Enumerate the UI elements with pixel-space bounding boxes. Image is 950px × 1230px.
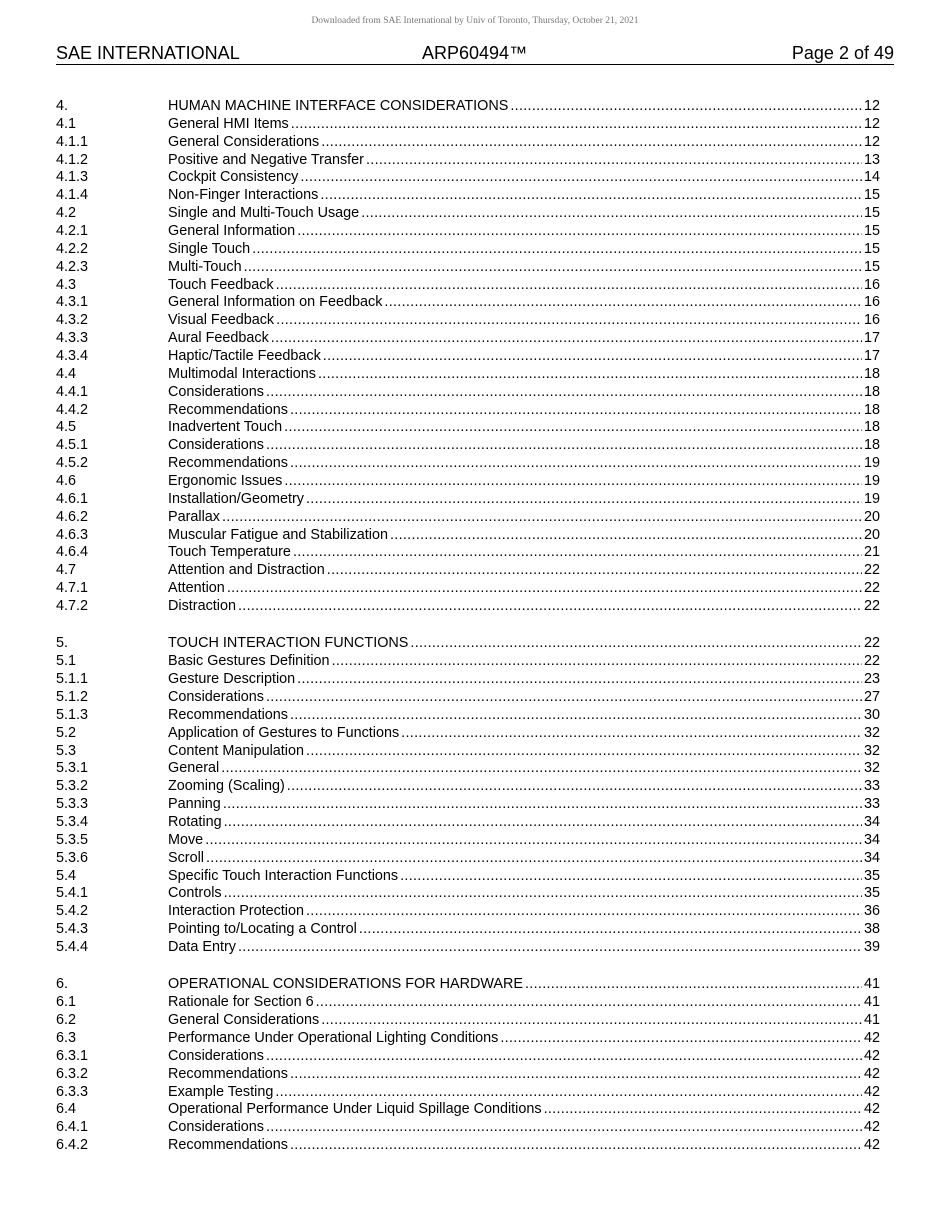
toc-entry-title: Pointing to/Locating a Control [168, 921, 357, 938]
toc-entry-number: 4.1.3 [56, 169, 89, 186]
toc-entry-page: 15 [863, 240, 880, 257]
dot-leader [525, 976, 862, 994]
toc-entry-title: Gesture Description [168, 671, 296, 688]
dot-leader [361, 205, 862, 223]
toc-entry-title: Content Manipulation [168, 742, 305, 759]
toc-entry[interactable] [56, 976, 880, 994]
dot-leader [224, 814, 862, 832]
dot-leader [223, 796, 862, 814]
toc-entry-number: 4.6.1 [56, 490, 89, 507]
toc-section [56, 98, 880, 616]
toc-entry-number: 4.2.2 [56, 240, 89, 257]
toc-entry-number: 6.3.1 [56, 1047, 89, 1064]
toc-entry[interactable] [56, 1101, 880, 1119]
toc-entry-title: Cockpit Consistency [168, 169, 299, 186]
toc-entry-title: Inadvertent Touch [168, 419, 283, 436]
toc-entry-title: Touch Feedback [168, 276, 274, 293]
toc-entry-page: 17 [863, 330, 880, 347]
toc-entry-page: 19 [863, 455, 880, 472]
dot-leader [205, 832, 862, 850]
toc-entry-number: 5.4.1 [56, 885, 89, 902]
toc-entry-page: 23 [863, 671, 880, 688]
toc-entry-number: 4.1.1 [56, 133, 89, 150]
toc-entry-number: 6.2 [56, 1012, 77, 1029]
toc-entry[interactable] [56, 312, 880, 330]
toc-entry-title: Visual Feedback [168, 312, 275, 329]
dot-leader [266, 1048, 862, 1066]
dot-leader [510, 98, 862, 116]
toc-entry[interactable] [56, 653, 880, 671]
toc-entry-title: Rationale for Section 6 [168, 994, 314, 1011]
toc-entry-page: 12 [863, 98, 880, 114]
toc-entry-number: 5.3.6 [56, 849, 89, 866]
dot-leader [266, 689, 862, 707]
toc-entry-page: 42 [863, 1047, 880, 1064]
header-org: SAE INTERNATIONAL [56, 43, 240, 63]
toc-entry-page: 42 [863, 1137, 880, 1154]
dot-leader [321, 1012, 862, 1030]
toc-entry[interactable] [56, 134, 880, 152]
toc-entry-title: Multimodal Interactions [168, 365, 316, 382]
toc-entry[interactable] [56, 402, 880, 420]
toc-entry-page: 36 [863, 903, 880, 920]
toc-entry-number: 6. [56, 976, 69, 993]
dot-leader [410, 635, 862, 653]
toc-entry[interactable] [56, 671, 880, 689]
toc-entry-title: HUMAN MACHINE INTERFACE CONSIDERATIONS [168, 98, 509, 114]
toc-entry[interactable] [56, 491, 880, 509]
toc-entry-title: Controls [168, 885, 222, 902]
toc-entry[interactable] [56, 1012, 880, 1030]
dot-leader [276, 277, 862, 295]
toc-entry-page: 15 [863, 258, 880, 275]
toc-entry-number: 5.2 [56, 724, 77, 741]
dot-leader [221, 760, 862, 778]
toc-entry[interactable] [56, 473, 880, 491]
toc-entry-page: 34 [863, 849, 880, 866]
toc-entry-number: 4.7 [56, 562, 77, 579]
dot-leader [291, 116, 862, 134]
toc-entry[interactable] [56, 169, 880, 187]
toc-entry-number: 4.1.4 [56, 187, 89, 204]
toc-entry-page: 27 [863, 689, 880, 705]
toc-entry-page: 15 [863, 187, 880, 204]
toc-entry-page: 32 [863, 724, 880, 741]
toc-entry-page: 42 [863, 1029, 880, 1046]
toc-entry[interactable] [56, 1119, 880, 1137]
toc-entry-page: 18 [863, 383, 880, 400]
dot-leader [290, 1137, 862, 1155]
toc-entry-title: Considerations [168, 1047, 264, 1064]
toc-entry-page: 22 [863, 598, 880, 615]
dot-leader [290, 707, 862, 725]
toc-entry-page: 18 [863, 401, 880, 418]
dot-leader [271, 330, 862, 348]
dot-leader [300, 169, 862, 187]
dot-leader [401, 725, 862, 743]
toc-entry-number: 5.4.3 [56, 921, 89, 938]
dot-leader [276, 312, 862, 330]
toc-entry-title: General Considerations [168, 1012, 320, 1029]
dot-leader [316, 994, 862, 1012]
toc-entry-title: General HMI Items [168, 115, 289, 132]
toc-entry[interactable] [56, 903, 880, 921]
dot-leader [400, 868, 862, 886]
toc-entry-title: Distraction [168, 598, 236, 615]
toc-entry-page: 41 [863, 1012, 880, 1029]
toc-entry-number: 4.4 [56, 365, 77, 382]
toc-entry[interactable] [56, 294, 880, 312]
toc-entry-number: 6.4 [56, 1101, 77, 1118]
toc-entry-page: 13 [863, 151, 880, 168]
toc-entry[interactable] [56, 509, 880, 527]
dot-leader [390, 527, 862, 545]
toc-entry-number: 5.3.4 [56, 814, 89, 831]
toc-entry-number: 4.2 [56, 205, 77, 222]
toc-entry-title: Operational Performance Under Liquid Spillage Conditions [168, 1101, 542, 1118]
toc-entry[interactable] [56, 384, 880, 402]
toc-entry[interactable] [56, 205, 880, 223]
toc-entry-page: 22 [863, 635, 880, 652]
toc-entry-title: Muscular Fatigue and Stabilization [168, 526, 388, 543]
toc-entry[interactable] [56, 152, 880, 170]
toc-entry-page: 22 [863, 653, 880, 670]
toc-entry-title: Aural Feedback [168, 330, 269, 347]
toc-entry-page: 15 [863, 205, 880, 222]
toc-entry[interactable] [56, 725, 880, 743]
toc-entry[interactable] [56, 850, 880, 868]
dot-leader [320, 187, 862, 205]
toc-entry-number: 6.4.2 [56, 1137, 89, 1154]
page-header [56, 43, 894, 65]
toc-entry-page: 21 [863, 544, 880, 561]
toc-entry-page: 33 [863, 796, 880, 813]
toc-entry-title: Parallax [168, 508, 220, 525]
toc-entry-title: Considerations [168, 689, 264, 705]
toc-entry[interactable] [56, 187, 880, 205]
toc-entry[interactable] [56, 527, 880, 545]
toc-entry-page: 42 [863, 1101, 880, 1118]
toc-entry[interactable] [56, 743, 880, 761]
toc-entry-number: 4.7.1 [56, 580, 89, 597]
toc-entry-number: 5.3.1 [56, 760, 89, 777]
toc-entry[interactable] [56, 868, 880, 886]
toc-entry-title: Considerations [168, 1119, 264, 1136]
toc-entry-title: Example Testing [168, 1083, 274, 1100]
toc-entry-title: Installation/Geometry [168, 490, 304, 507]
toc-entry-title: Single and Multi-Touch Usage [168, 205, 360, 222]
toc-entry-title: Single Touch [168, 240, 251, 257]
toc-entry-number: 6.4.1 [56, 1119, 89, 1136]
toc-entry[interactable] [56, 455, 880, 473]
toc-entry-page: 16 [863, 294, 880, 311]
dot-leader [284, 473, 862, 491]
toc-entry-page: 41 [863, 976, 880, 993]
dot-leader [266, 1119, 862, 1137]
dot-leader [227, 580, 862, 598]
toc-entry-page: 18 [863, 419, 880, 436]
toc-entry-number: 4.5.1 [56, 437, 89, 454]
toc-entry-number: 4.2.1 [56, 223, 89, 240]
toc-entry-number: 4.3.4 [56, 348, 89, 365]
toc-entry-page: 32 [863, 742, 880, 759]
dot-leader [297, 223, 862, 241]
toc-entry[interactable] [56, 437, 880, 455]
toc-entry-title: Attention and Distraction [168, 562, 325, 579]
toc-entry[interactable] [56, 689, 880, 707]
toc-entry-number: 4.3.3 [56, 330, 89, 347]
toc-entry-number: 5.4 [56, 867, 77, 884]
toc-entry-page: 12 [863, 115, 880, 132]
toc-entry-page: 22 [863, 562, 880, 579]
dot-leader [306, 491, 862, 509]
toc-entry-number: 5.4.4 [56, 939, 89, 956]
toc-entry-page: 38 [863, 921, 880, 938]
dot-leader [224, 885, 862, 903]
toc-entry-page: 32 [863, 760, 880, 777]
dot-leader [544, 1101, 862, 1119]
toc-entry-title: Multi-Touch [168, 258, 242, 275]
toc-entry[interactable] [56, 994, 880, 1012]
dot-leader [359, 921, 862, 939]
toc-entry-page: 35 [863, 867, 880, 884]
toc-section [56, 635, 880, 956]
toc-entry-page: 16 [863, 276, 880, 293]
dot-leader [384, 294, 862, 312]
toc-entry-number: 5.3.3 [56, 796, 89, 813]
toc-entry-title: Specific Touch Interaction Functions [168, 867, 399, 884]
dot-leader [366, 152, 862, 170]
dot-leader [266, 384, 862, 402]
toc-entry-number: 4.4.1 [56, 383, 89, 400]
toc-entry[interactable] [56, 223, 880, 241]
toc-entry-number: 5.1.3 [56, 706, 89, 723]
toc-entry[interactable] [56, 939, 880, 957]
toc-entry[interactable] [56, 778, 880, 796]
toc-entry-title: General Information [168, 223, 296, 240]
dot-leader [323, 348, 862, 366]
toc-entry[interactable] [56, 796, 880, 814]
toc-entry-number: 4.5 [56, 419, 77, 436]
dot-leader [290, 402, 862, 420]
toc-entry-page: 30 [863, 706, 880, 723]
toc-entry-page: 42 [863, 1065, 880, 1082]
toc-entry-title: Recommendations [168, 455, 288, 472]
dot-leader [238, 598, 862, 616]
toc-entry-title: Ergonomic Issues [168, 473, 283, 490]
toc-entry-page: 19 [863, 490, 880, 507]
toc-entry[interactable] [56, 832, 880, 850]
toc-entry-title: Panning [168, 796, 221, 813]
toc-entry[interactable] [56, 1030, 880, 1048]
toc-entry[interactable] [56, 259, 880, 277]
toc-entry-title: Haptic/Tactile Feedback [168, 348, 321, 365]
dot-leader [290, 455, 862, 473]
toc-entry-page: 15 [863, 223, 880, 240]
toc-entry-page: 12 [863, 133, 880, 150]
toc-entry-number: 5. [56, 635, 69, 652]
toc-entry-page: 20 [863, 508, 880, 525]
toc-entry-title: Non-Finger Interactions [168, 187, 319, 204]
toc-entry[interactable] [56, 330, 880, 348]
toc-entry-number: 6.1 [56, 994, 77, 1011]
toc-entry-page: 34 [863, 814, 880, 831]
toc-entry-number: 4.5.2 [56, 455, 89, 472]
toc-section [56, 976, 880, 1155]
toc-entry[interactable] [56, 116, 880, 134]
toc-entry-title: OPERATIONAL CONSIDERATIONS FOR HARDWARE [168, 976, 523, 993]
toc-entry-page: 41 [863, 994, 880, 1011]
dot-leader [293, 544, 862, 562]
toc-entry[interactable] [56, 598, 880, 616]
dot-leader [332, 653, 862, 671]
toc-entry-number: 4.2.3 [56, 258, 89, 275]
dot-leader [222, 509, 862, 527]
toc-entry[interactable] [56, 1048, 880, 1066]
toc-entry-page: 42 [863, 1083, 880, 1100]
toc-entry-title: Considerations [168, 437, 264, 454]
toc-entry-number: 4.6.3 [56, 526, 89, 543]
toc-entry-number: 6.3.3 [56, 1083, 89, 1100]
toc-entry[interactable] [56, 1137, 880, 1155]
toc-entry-number: 4.4.2 [56, 401, 89, 418]
toc-entry-page: 17 [863, 348, 880, 365]
dot-leader [306, 903, 862, 921]
toc-entry[interactable] [56, 419, 880, 437]
toc-entry-title: Data Entry [168, 939, 236, 956]
toc-entry-number: 5.3.2 [56, 778, 89, 795]
toc-entry-page: 14 [863, 169, 880, 186]
dot-leader [206, 850, 862, 868]
toc-entry-number: 5.3 [56, 742, 77, 759]
toc-entry-title: Move [168, 831, 204, 848]
toc-entry-title: TOUCH INTERACTION FUNCTIONS [168, 635, 409, 652]
toc-entry[interactable] [56, 760, 880, 778]
toc-entry-title: Zooming (Scaling) [168, 778, 285, 795]
toc-entry-title: General Information on Feedback [168, 294, 383, 311]
toc-entry-number: 5.1 [56, 653, 77, 670]
toc-entry-number: 5.1.2 [56, 689, 89, 705]
toc-entry[interactable] [56, 921, 880, 939]
toc-entry-title: Recommendations [168, 706, 288, 723]
toc-entry-page: 33 [863, 778, 880, 795]
toc-entry[interactable] [56, 98, 880, 116]
toc-entry-title: Recommendations [168, 1065, 288, 1082]
toc-entry[interactable] [56, 1066, 880, 1084]
toc-entry-number: 4.6 [56, 473, 77, 490]
toc-entry-title: Interaction Protection [168, 903, 304, 920]
toc-entry-title: Performance Under Operational Lighting Conditions [168, 1029, 499, 1046]
toc-entry-number: 5.1.1 [56, 671, 89, 688]
toc-entry-number: 4.1.2 [56, 151, 89, 168]
toc-entry-page: 20 [863, 526, 880, 543]
toc-entry-number: 5.3.5 [56, 831, 89, 848]
toc-entry-page: 35 [863, 885, 880, 902]
dot-leader [306, 743, 862, 761]
toc-entry[interactable] [56, 635, 880, 653]
toc-entry[interactable] [56, 707, 880, 725]
toc-entry-title: Recommendations [168, 1137, 288, 1154]
toc-entry-title: Application of Gestures to Functions [168, 724, 400, 741]
toc-entry-page: 19 [863, 473, 880, 490]
toc-entry-title: Rotating [168, 814, 222, 831]
toc-entry[interactable] [56, 366, 880, 384]
dot-leader [318, 366, 862, 384]
dot-leader [327, 562, 862, 580]
dot-leader [275, 1084, 862, 1102]
toc-entry[interactable] [56, 348, 880, 366]
toc-entry-number: 4.3.1 [56, 294, 89, 311]
toc-entry-number: 4.7.2 [56, 598, 89, 615]
toc-entry-number: 4.3 [56, 276, 77, 293]
toc-entry-page: 42 [863, 1119, 880, 1136]
toc-entry-number: 6.3.2 [56, 1065, 89, 1082]
toc-entry-title: Touch Temperature [168, 544, 291, 561]
toc-entry-page: 18 [863, 365, 880, 382]
toc-entry-number: 6.3 [56, 1029, 77, 1046]
download-notice: Downloaded from SAE International by Univ of Toronto, Thursday, October 21, 2021 [311, 16, 639, 26]
toc-entry-number: 4.6.4 [56, 544, 89, 561]
toc-entry-title: General Considerations [168, 133, 320, 150]
toc-entry[interactable] [56, 814, 880, 832]
dot-leader [266, 437, 862, 455]
toc-entry-number: 5.4.2 [56, 903, 89, 920]
dot-leader [290, 1066, 862, 1084]
toc-entry-number: 4.1 [56, 115, 77, 132]
toc-entry-title: Recommendations [168, 401, 288, 418]
toc-entry-page: 18 [863, 437, 880, 454]
header-doc-number: ARP60494™ [422, 43, 528, 63]
toc-entry[interactable] [56, 580, 880, 598]
dot-leader [297, 671, 862, 689]
dot-leader [284, 419, 862, 437]
toc-entry-page: 22 [863, 580, 880, 597]
toc-entry-page: 34 [863, 831, 880, 848]
toc-entry-title: Attention [168, 580, 225, 597]
toc-entry[interactable] [56, 241, 880, 259]
dot-leader [238, 939, 862, 957]
toc-entry-title: General [168, 760, 220, 777]
toc-entry-number: 4.6.2 [56, 508, 89, 525]
toc-entry[interactable] [56, 562, 880, 580]
toc-entry-number: 4. [56, 98, 69, 114]
toc-entry-page: 16 [863, 312, 880, 329]
dot-leader [287, 778, 862, 796]
toc-entry-title: Considerations [168, 383, 264, 400]
dot-leader [500, 1030, 862, 1048]
dot-leader [321, 134, 862, 152]
toc-entry[interactable] [56, 277, 880, 295]
dot-leader [252, 241, 862, 259]
dot-leader [244, 259, 862, 277]
toc-entry-title: Basic Gestures Definition [168, 653, 330, 670]
header-page-number: Page 2 of 49 [791, 43, 894, 63]
toc-entry[interactable] [56, 885, 880, 903]
toc-entry[interactable] [56, 544, 880, 562]
toc-entry-number: 4.3.2 [56, 312, 89, 329]
toc-entry[interactable] [56, 1084, 880, 1102]
toc-entry-title: Scroll [168, 849, 204, 866]
toc-entry-title: Positive and Negative Transfer [168, 151, 364, 168]
toc-entry-page: 39 [863, 939, 880, 956]
table-of-contents [56, 98, 880, 1174]
